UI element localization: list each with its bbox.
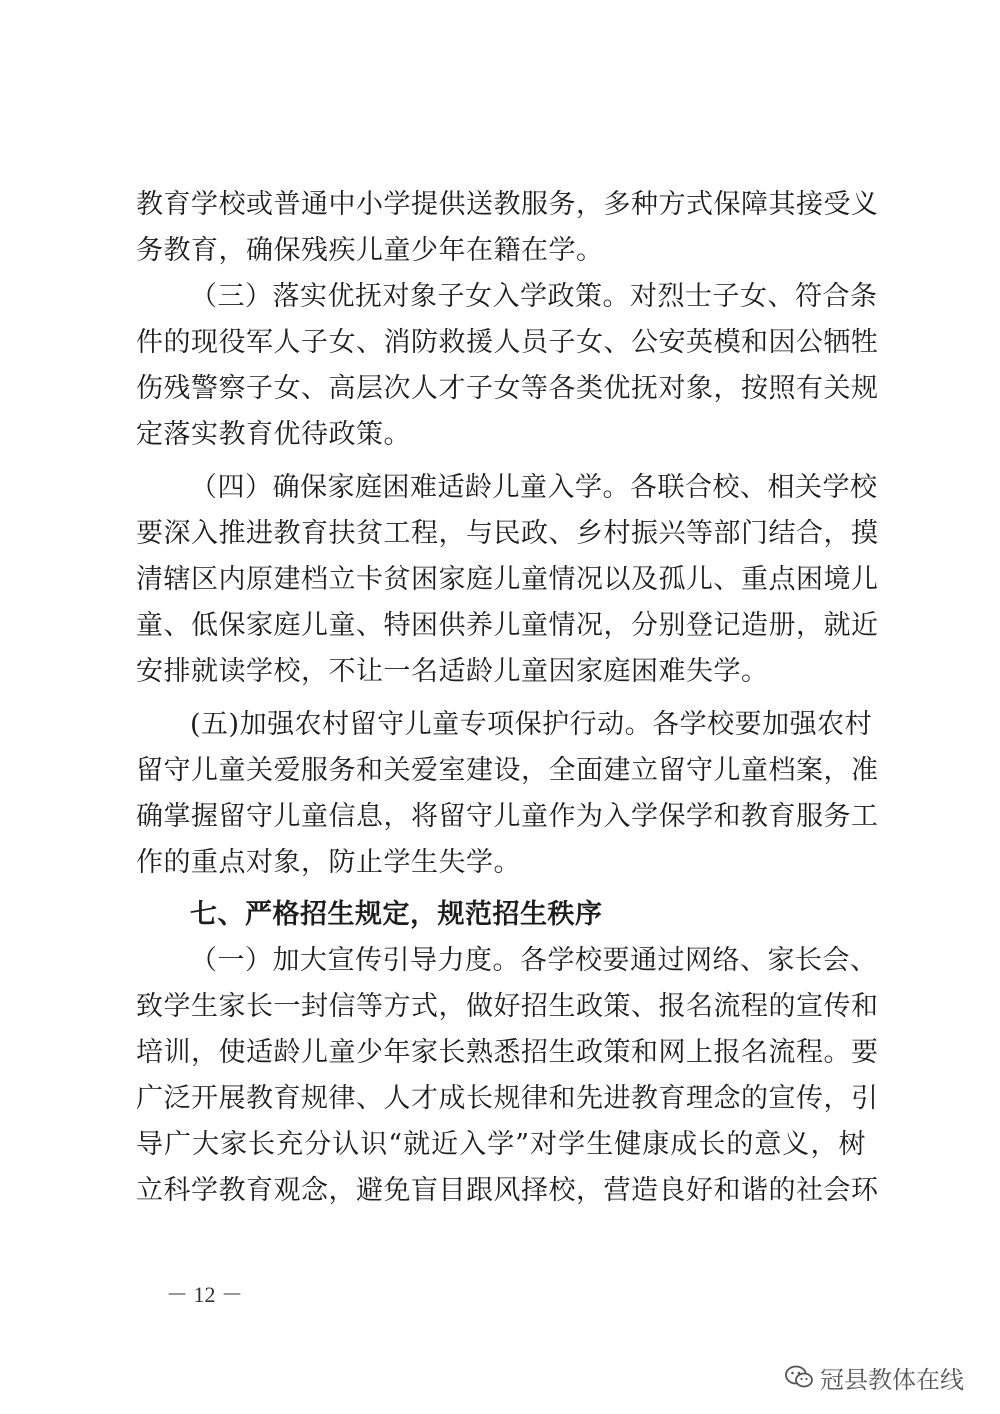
text-line: 件的现役军人子女、消防救援人员子女、公安英模和因公牺牲 bbox=[136, 327, 879, 358]
text-line: 务教育，确保残疾儿童少年在籍在学。 bbox=[136, 235, 604, 266]
text-line: 安排就读学校，不让一名适龄儿童因家庭困难失学。 bbox=[136, 656, 769, 687]
section-heading: 七、严格招生规定，规范招生秩序 bbox=[190, 899, 603, 930]
paragraph-start-line: (五)加强农村留守儿童专项保护行动。各学校要加强农村 bbox=[190, 709, 873, 740]
text-line: 培训，使适龄儿童少年家长熟悉招生政策和网上报名流程。要 bbox=[136, 1037, 879, 1068]
page-number: － 12 － bbox=[166, 1282, 244, 1307]
text-line: 清辖区内原建档立卡贫困家庭儿童情况以及孤儿、重点困境儿 bbox=[136, 564, 879, 595]
watermark bbox=[784, 1357, 984, 1397]
text-line: 定落实教育优待政策。 bbox=[136, 419, 411, 450]
text-line: 确掌握留守儿童信息，将留守儿童作为入学保学和教育服务工 bbox=[136, 801, 879, 832]
text-line: 作的重点对象，防止学生失学。 bbox=[136, 847, 521, 878]
paragraph-start-line: （三）落实优抚对象子女入学政策。对烈士子女、符合条 bbox=[190, 281, 878, 312]
text-line: 留守儿童关爱服务和关爱室建设，全面建立留守儿童档案，准 bbox=[136, 755, 879, 786]
text-line: 童、低保家庭儿童、特困供养儿童情况，分别登记造册，就近 bbox=[136, 610, 879, 641]
text-line: 广泛开展教育规律、人才成长规律和先进教育理念的宣传，引 bbox=[136, 1083, 879, 1114]
text-line: 导广大家长充分认识“就近入学”对学生健康成长的意义，树 bbox=[136, 1129, 866, 1160]
paragraph-start-line: （四）确保家庭困难适龄儿童入学。各联合校、相关学校 bbox=[190, 472, 878, 503]
text-line: 要深入推进教育扶贫工程，与民政、乡村振兴等部门结合，摸 bbox=[136, 518, 879, 549]
text-line: 教育学校或普通中小学提供送教服务，多种方式保障其接受义 bbox=[136, 189, 879, 220]
watermark-text: 冠县教体在线 bbox=[820, 1365, 964, 1394]
wechat-icon bbox=[784, 1363, 814, 1391]
text-line: 立科学教育观念，避免盲目跟风择校，营造良好和谐的社会环 bbox=[136, 1175, 879, 1206]
text-line: 致学生家长一封信等方式，做好招生政策、报名流程的宣传和 bbox=[136, 991, 879, 1022]
text-line: 伤残警察子女、高层次人才子女等各类优抚对象，按照有关规 bbox=[136, 373, 879, 404]
paragraph-start-line: （一）加大宣传引导力度。各学校要通过网络、家长会、 bbox=[190, 945, 878, 976]
